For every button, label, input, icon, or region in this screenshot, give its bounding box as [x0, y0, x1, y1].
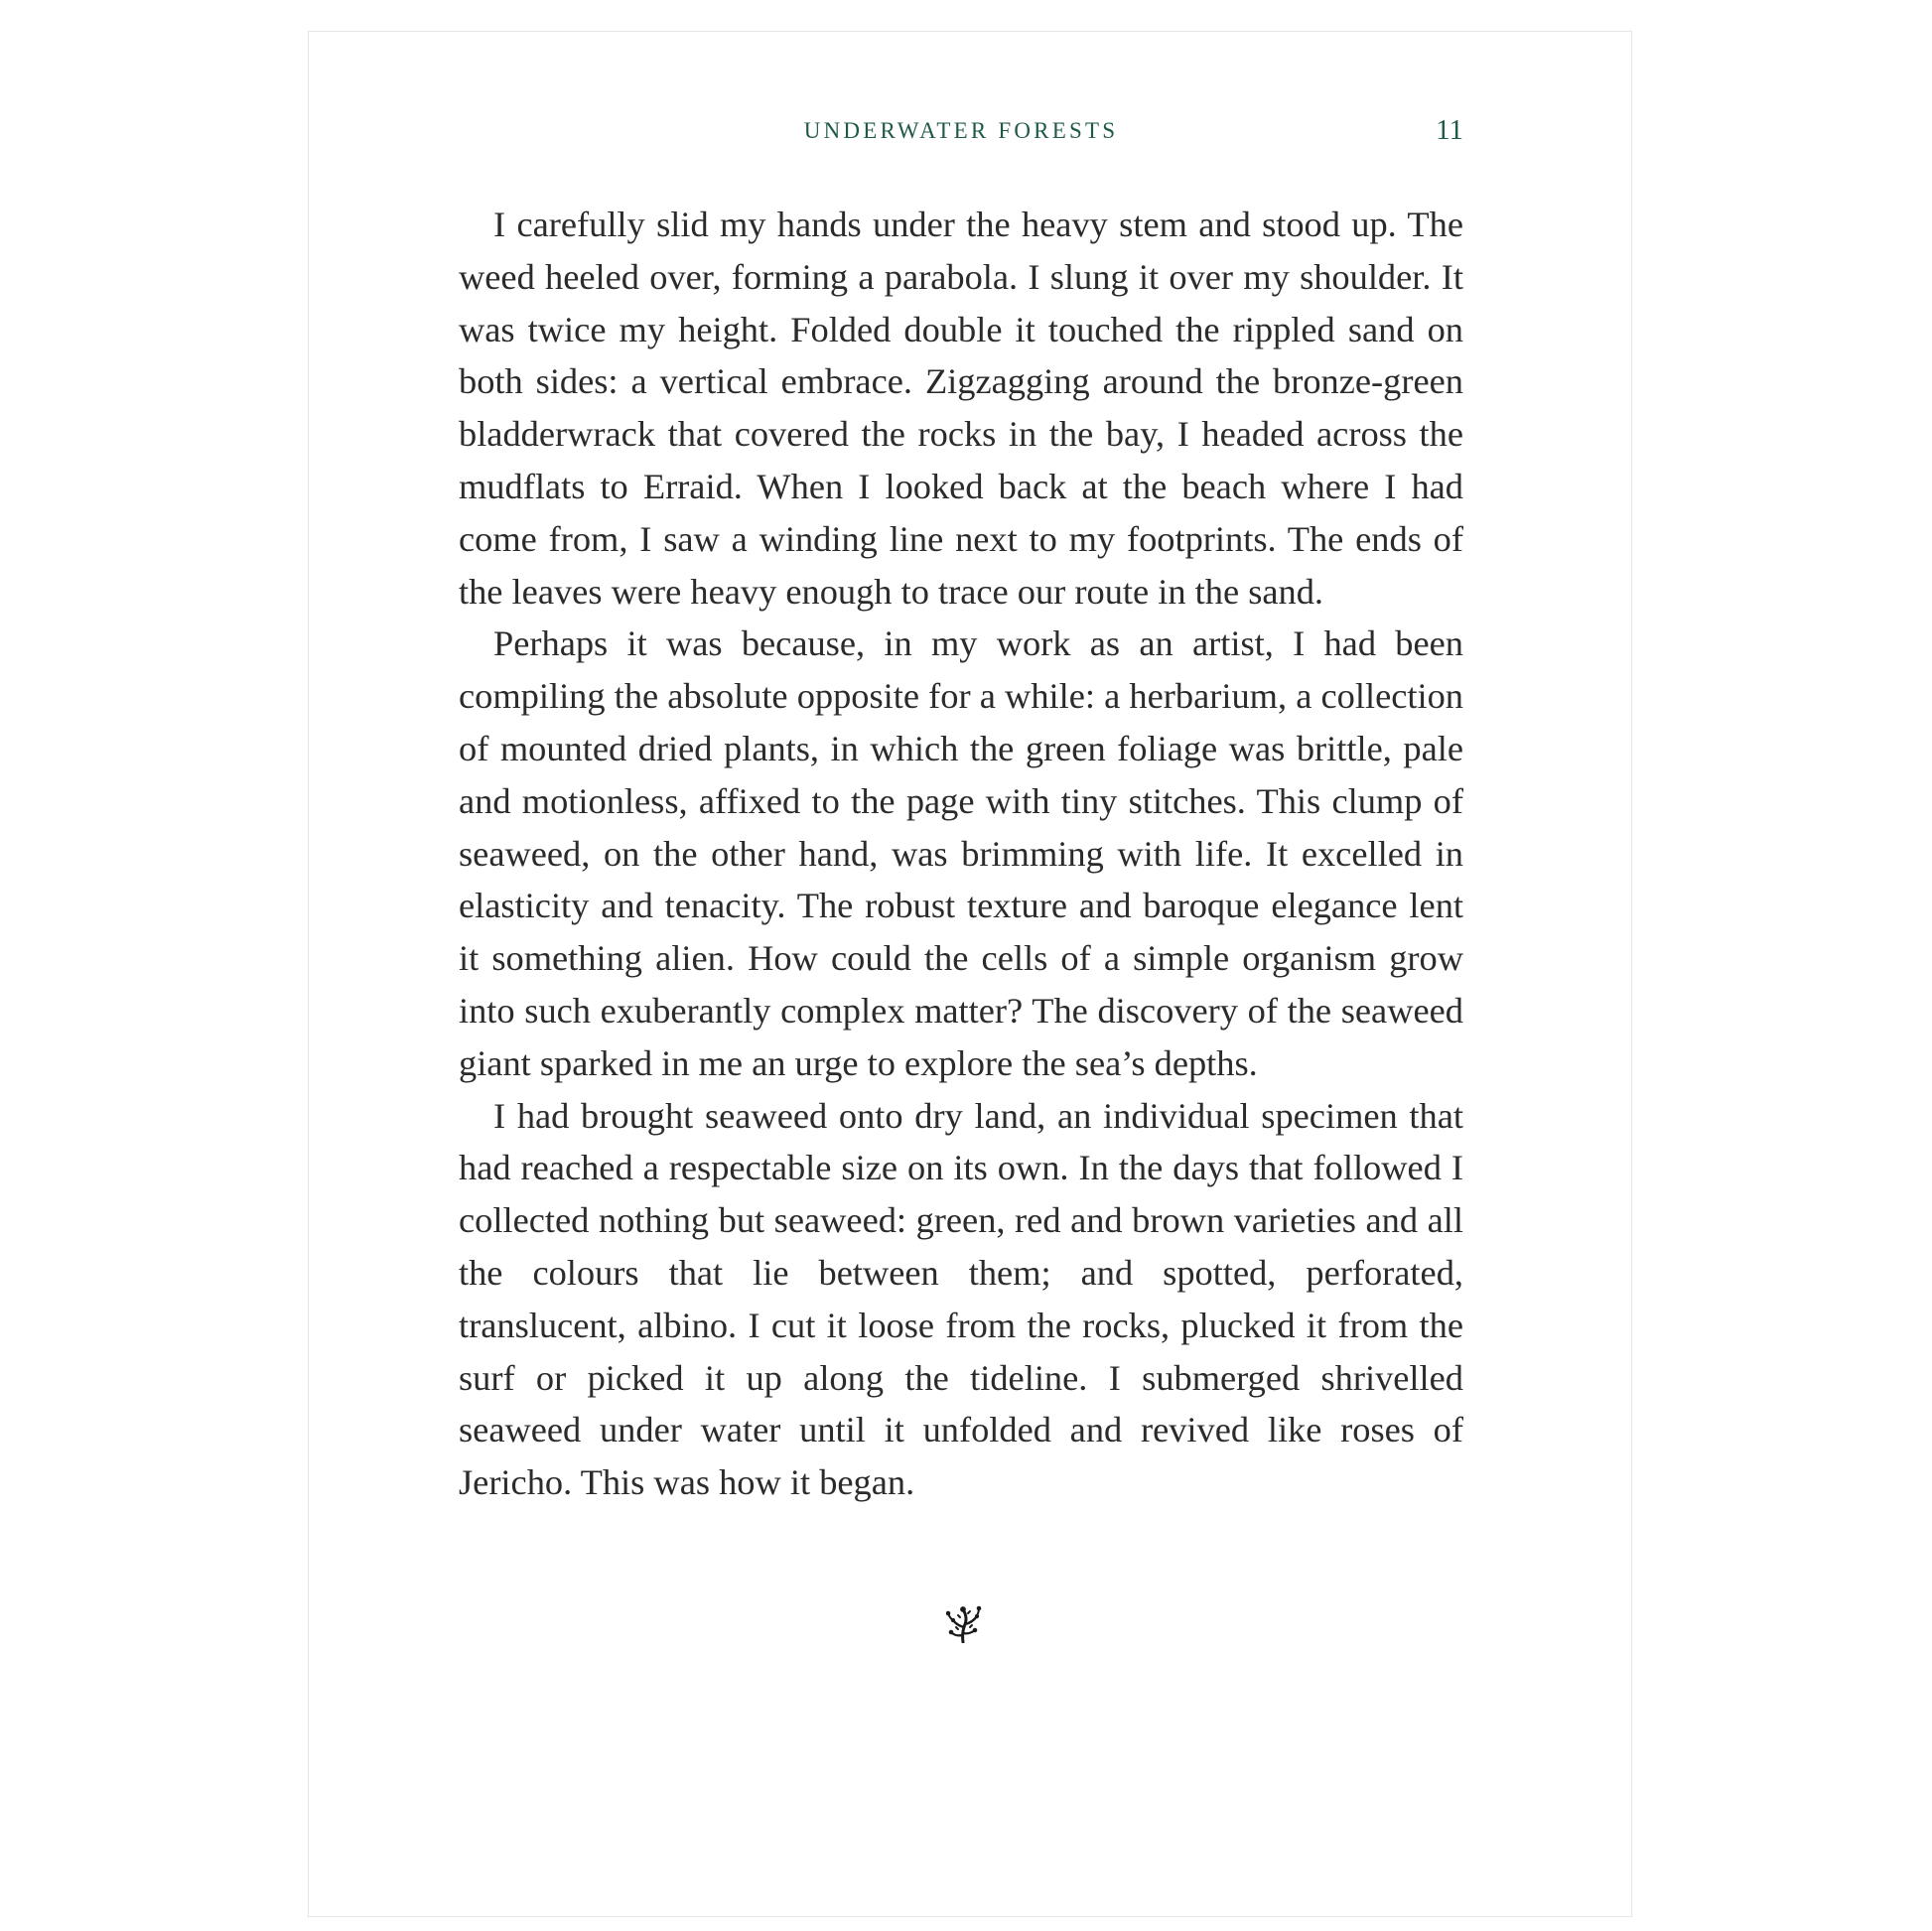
paragraph-3: I had brought seaweed onto dry land, an individual specimen that had reached a respectable size on its own. In the days that followed I collected nothing but seaweed: green, red and brown varieties and all the colours that lie between them; and spotted, perforated, translucent, albino. I cut it loose from the rocks, plucked it from the surf or picked it up along the tideline. I submerged shrivelled seaweed under water until it unfolded and revived like roses of Jericho. This was how it began. [459, 1095, 1463, 1503]
seaweed-ornament-svg [946, 1605, 982, 1643]
page-number: 11 [1436, 114, 1463, 146]
running-head [459, 114, 1463, 154]
body-text [459, 199, 1463, 1509]
paragraph-1: I carefully slid my hands under the heavy stem and stood up. The weed heeled over, forming a parabola. I slung it over my shoulder. It was twice my height. Folded double it touched the rippled sand on both sides: a vertical embrace. Zigzagging around the bronze-green bladderwrack that covered the rocks in the bay, I headed across the mudflats to Erraid. When I looked back at the beach where I had come from, I saw a winding line next to my footprints. The ends of the leaves were heavy enough to trace our route in the sand. [459, 205, 1463, 612]
running-title: UNDERWATER FORESTS [803, 118, 1119, 143]
paragraph-2: Perhaps it was because, in my work as an artist, I had been compiling the absolute opposite for a while: a herbarium, a collection of mounted dried plants, in which the green foliage was brittle, pale and motionless, affixed to the page with tiny stitches. This clump of seaweed, on the other hand, was brimming with life. It excelled in elasticity and tenacity. The robust texture and baroque elegance lent it something alien. How could the cells of a simple organism grow into such exuberantly complex matter? The discovery of the seaweed giant sparked in me an urge to explore the sea’s depths. [459, 623, 1463, 1083]
seaweed-ornament-icon [946, 1605, 982, 1643]
